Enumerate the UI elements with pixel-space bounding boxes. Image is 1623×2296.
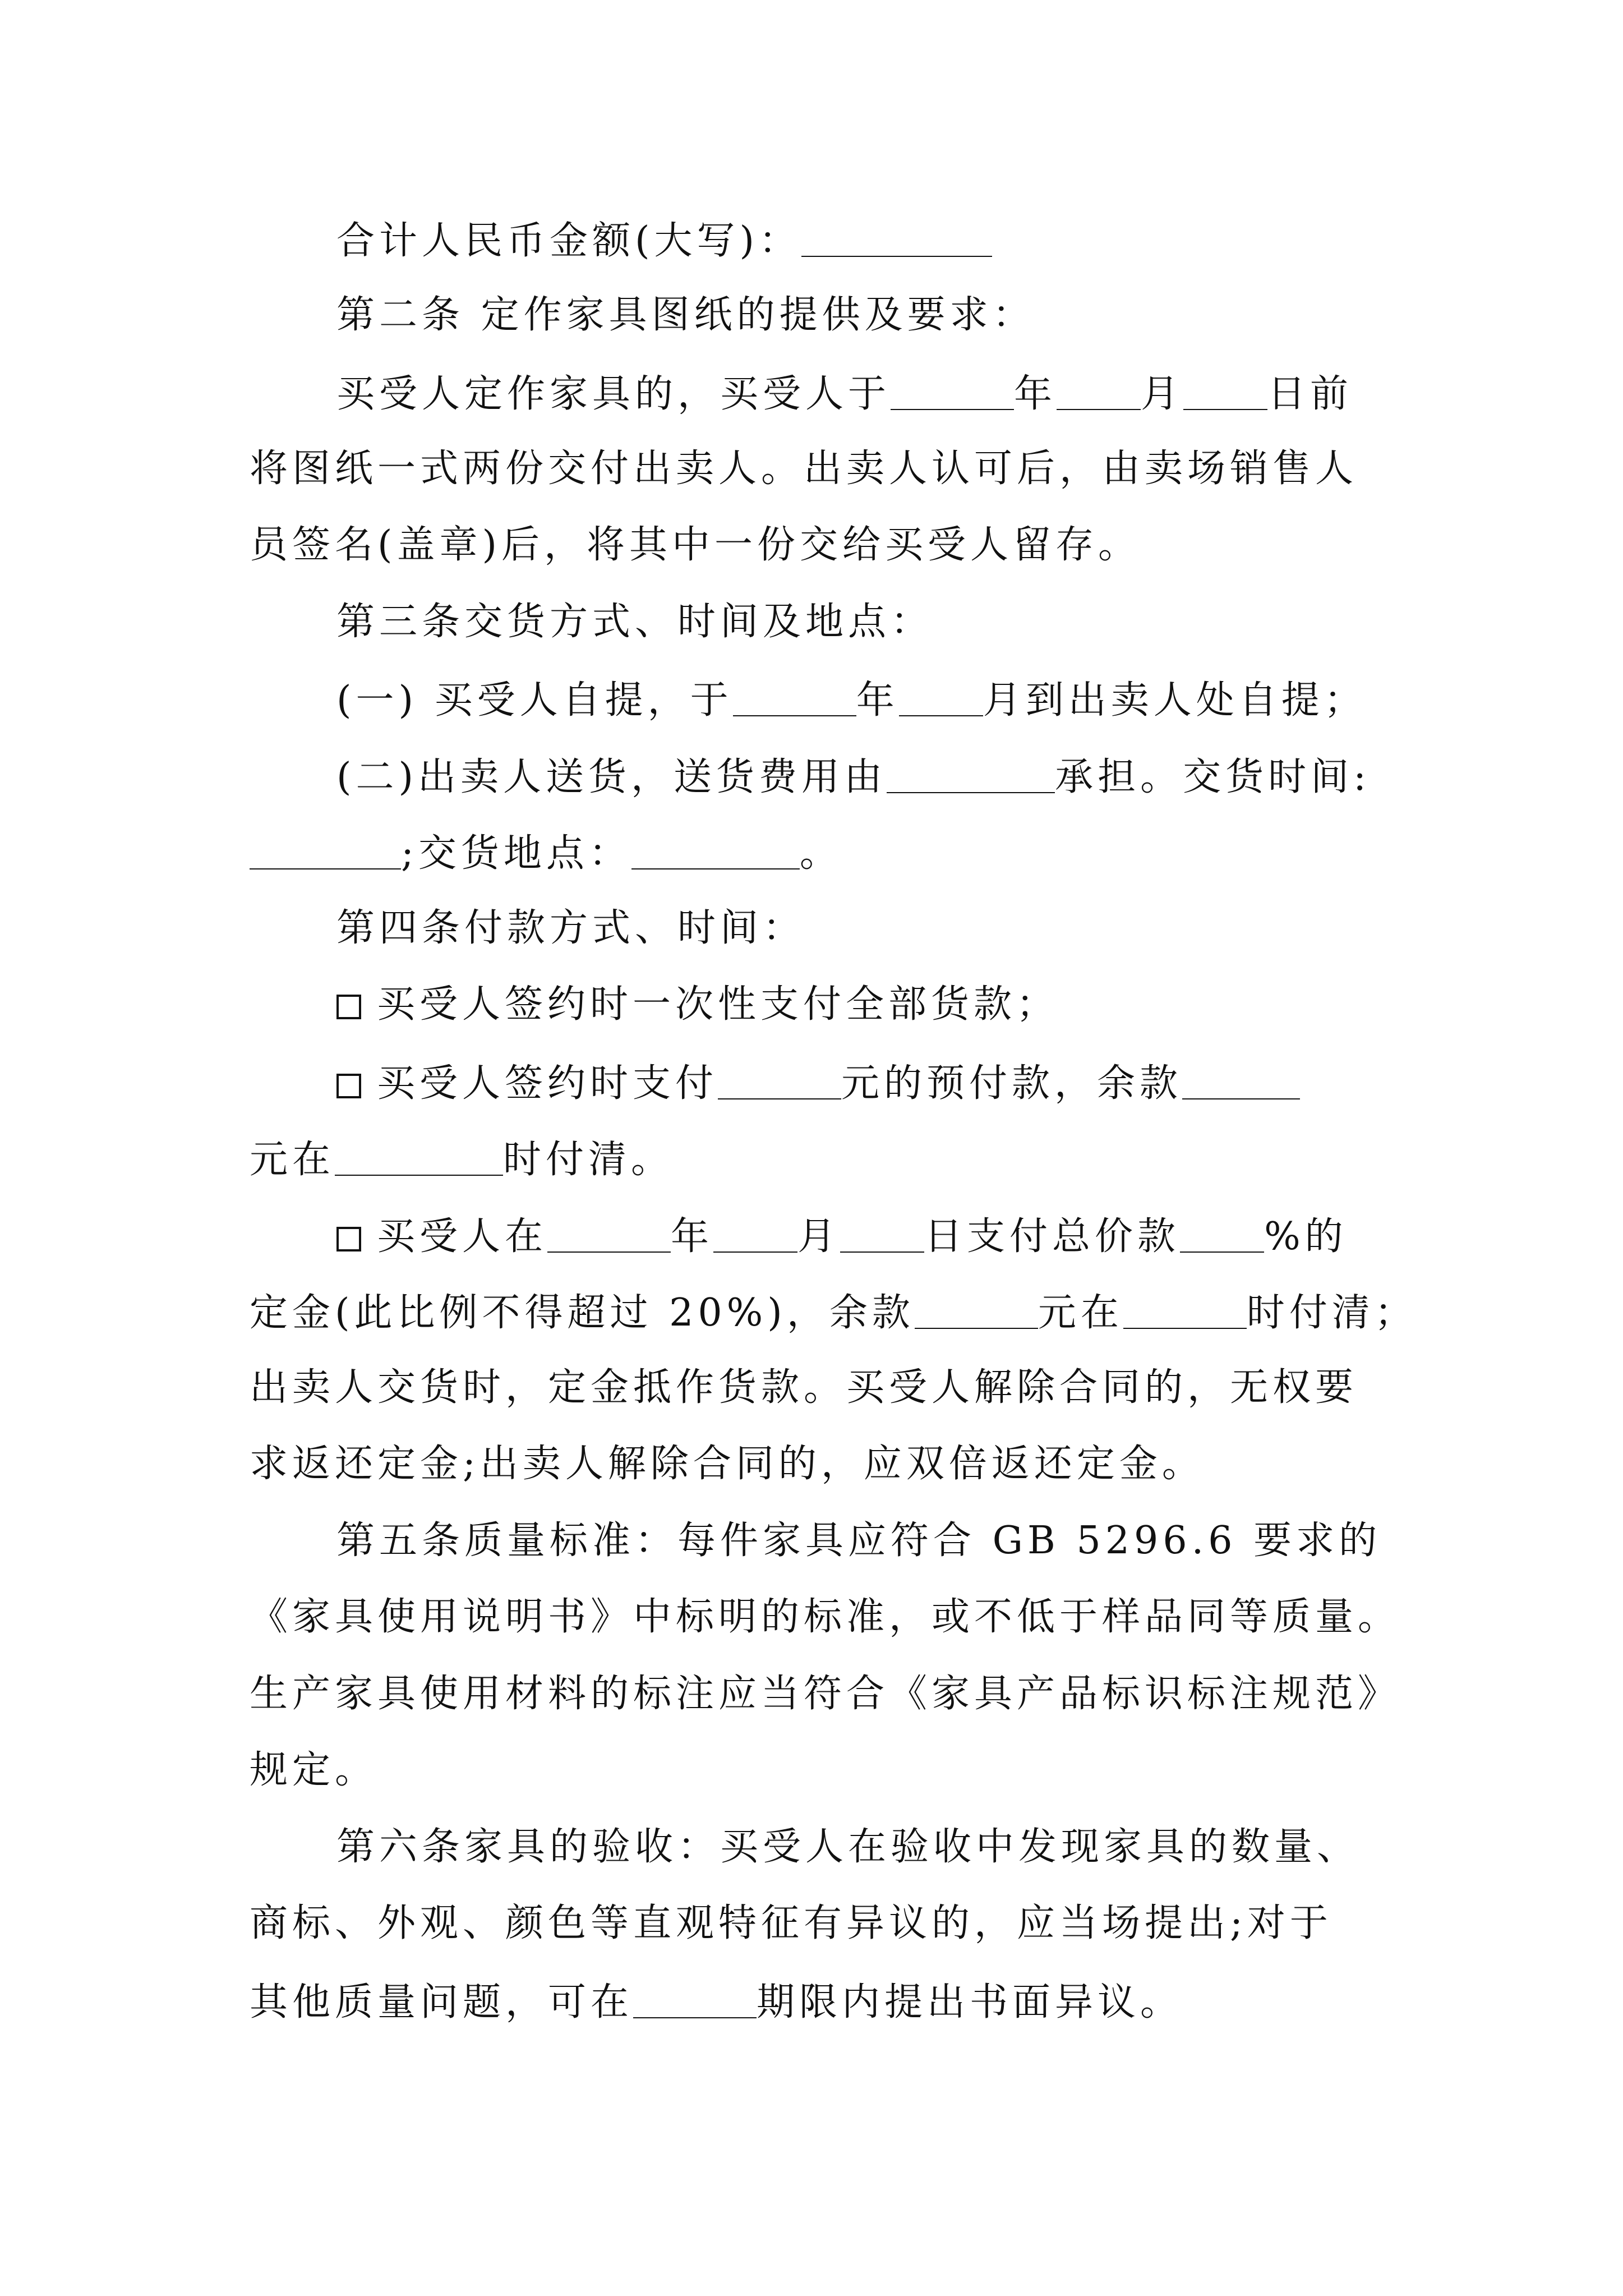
delivery-place-line [250,831,842,876]
objection-period-blank[interactable] [633,1985,757,2018]
self-pickup-line [336,678,1367,723]
drawing-copy-line [250,447,1358,491]
seller-delivery-text: (二)出卖人送货，送货费用由 [336,755,887,799]
article-6-text: 第六条家具的验收：买受人在验收中发现家具的数量、 [336,1825,1360,1869]
pickup-year-label: 年 [856,678,899,723]
seller-delivery-line [336,756,1371,797]
deposit-day-blank[interactable] [840,1219,924,1253]
drawing-day-blank[interactable] [1183,376,1267,410]
balance-paid-label: 时付清。 [503,1138,674,1182]
article-3-text: 第三条交货方式、时间及地点： [336,600,934,644]
quality-standard-line [250,1595,1401,1639]
deposit-offset-line [250,1365,1358,1410]
delivery-place-blank[interactable] [631,836,800,869]
payment-option-3-text: 买受人在 [377,1214,548,1259]
written-objection-text: 其他质量问题，可在 [250,1980,634,2024]
article-5-heading [336,1519,1382,1563]
pickup-year-blank[interactable] [733,683,856,716]
total-amount-blank[interactable] [801,223,992,257]
material-label-text: 生产家具使用材料的标注应当符合《家具产品标识标注规范》 [250,1672,1401,1716]
deposit-day-label: 日支付总价款 [924,1214,1181,1259]
quality-standard-text: 《家具使用说明书》中标明的标准，或不低于样品同等质量。 [250,1595,1401,1639]
prepayment-blank[interactable] [718,1066,841,1099]
article-5-text: 第五条质量标准：每件家具应符合 GB 5296.6 要求的 [336,1519,1382,1563]
drawing-year-label: 年 [1014,372,1057,416]
delivery-fee-blank[interactable] [887,760,1055,793]
article-6-heading [336,1825,1360,1869]
quality-rule-text: 规定。 [250,1748,378,1792]
payment-option-2-text: 买受人签约时支付 [377,1061,718,1106]
article-3-heading [336,600,934,644]
deposit-limit-line [250,1291,1417,1335]
drawing-retain-line [250,523,1141,567]
delivery-time-blank[interactable] [250,836,401,869]
deposit-month-label: 月 [797,1214,841,1259]
delivery-time-label: 承担。交货时间: [1055,755,1371,799]
quality-rule-line [250,1748,378,1792]
payment-option-1 [336,982,1059,1027]
deposit-return-line [250,1442,1205,1486]
drawing-retain-text: 员签名(盖章)后，将其中一份交给买受人留存。 [250,523,1141,567]
deposit-time-blank[interactable] [1123,1295,1247,1329]
balance-due-line [250,1138,674,1182]
deposit-percent-blank[interactable] [1180,1219,1264,1253]
balance-due-blank[interactable] [335,1142,503,1176]
balance-due-text: 元在 [250,1138,335,1182]
prepayment-balance-label: 元的预付款，余款 [841,1061,1183,1106]
total-amount-label: 合计人民币金额(大写)： [336,219,802,263]
balance-blank[interactable] [1182,1066,1300,1099]
payment-option-3 [336,1214,1348,1259]
drawing-year-blank[interactable] [891,376,1014,410]
deposit-return-text: 求返还定金;出卖人解除合同的，应双倍返还定金。 [250,1442,1205,1486]
drawing-month-label: 月 [1141,372,1184,416]
drawing-day-label: 日前 [1267,372,1353,416]
acceptance-objection-line [250,1901,1332,1945]
pickup-month-label: 月到出卖人处自提； [983,678,1367,723]
self-pickup-text: (一) 买受人自提，于 [336,678,733,723]
deposit-offset-text: 出卖人交货时，定金抵作货款。买受人解除合同的，无权要 [250,1365,1358,1410]
deposit-balance-label: 元在 [1038,1291,1123,1335]
article-2-heading [336,293,1035,337]
delivery-place-end: 。 [799,831,842,876]
payment-option-1-checkbox[interactable] [336,995,361,1019]
written-objection-line [250,1981,1183,2022]
drawing-delivery-text: 买受人定作家具的，买受人于 [336,372,891,416]
drawing-copy-text: 将图纸一式两份交付出卖人。出卖人认可后，由卖场销售人 [250,447,1358,491]
deposit-year-blank[interactable] [547,1219,671,1253]
article-4-heading [336,906,806,950]
deposit-balance-blank[interactable] [915,1295,1038,1329]
deposit-percent-label: %的 [1264,1214,1348,1259]
drawing-month-blank[interactable] [1057,376,1141,410]
payment-option-1-text: 买受人签约时一次性支付全部货款； [377,982,1059,1027]
deposit-limit-text: 定金(此比例不得超过 20%)，余款 [250,1291,915,1335]
pickup-month-blank[interactable] [899,683,983,716]
payment-option-2 [336,1061,1300,1106]
payment-option-2-checkbox[interactable] [336,1074,361,1098]
payment-option-3-checkbox[interactable] [336,1227,361,1251]
acceptance-objection-text: 商标、外观、颜色等直观特征有异议的，应当场提出;对于 [250,1901,1332,1945]
deposit-time-label: 时付清； [1246,1291,1417,1335]
deposit-month-blank[interactable] [713,1219,797,1253]
deposit-year-label: 年 [671,1214,714,1259]
total-amount-line [336,219,992,263]
written-objection-end: 期限内提出书面异议。 [757,1980,1183,2024]
article-2-text: 第二条 定作家具图纸的提供及要求： [336,293,1035,337]
drawing-delivery-line [336,372,1353,416]
article-4-text: 第四条付款方式、时间： [336,906,806,950]
material-label-line [250,1672,1401,1716]
delivery-place-label: ;交货地点： [401,831,631,876]
